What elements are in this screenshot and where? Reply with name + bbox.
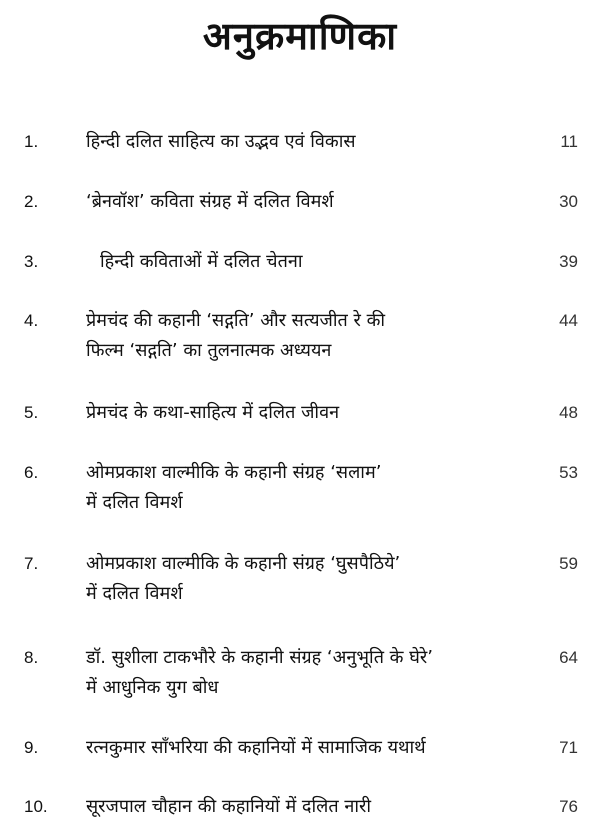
entry-title <box>86 306 526 366</box>
entry-title-line: ओमप्रकाश वाल्मीकि के कहानी संग्रह ‘सलाम’ <box>86 462 382 483</box>
entry-title <box>86 458 526 518</box>
entry-page-number: 59 <box>559 554 578 573</box>
entry-number: 1. <box>24 132 39 151</box>
entry-title-line: सूरजपाल चौहान की कहानियों में दलित नारी <box>86 796 372 817</box>
entry-number: 8. <box>24 648 39 667</box>
entry-number: 5. <box>24 403 39 422</box>
entry-title-line: ‘ब्रेनवॉश’ कविता संग्रह में दलित विमर्श <box>86 191 334 212</box>
entry-number: 7. <box>24 554 39 573</box>
entry-page-number: 11 <box>560 132 578 151</box>
entry-title-line: प्रेमचंद के कथा-साहित्य में दलित जीवन <box>86 402 340 423</box>
entry-title <box>86 127 526 157</box>
entry-title-line: हिन्दी दलित साहित्य का उद्भव एवं विकास <box>86 131 356 152</box>
entry-title-line: प्रेमचंद की कहानी ‘सद्गति’ और सत्यजीत रे की <box>86 310 386 331</box>
entry-title <box>100 247 540 277</box>
entry-title-line: ओमप्रकाश वाल्मीकि के कहानी संग्रह ‘घुसपैठिये’ <box>86 553 401 574</box>
entry-number: 2. <box>24 192 39 211</box>
entry-title <box>86 792 526 822</box>
entry-title-line: डॉ. सुशीला टाकभौरे के कहानी संग्रह ‘अनुभूति के घेरे’ <box>86 647 433 668</box>
entry-number: 4. <box>24 311 39 330</box>
entry-page-number: 76 <box>559 797 578 816</box>
entry-number: 3. <box>24 252 39 271</box>
entry-title <box>86 643 526 703</box>
entry-title-line: में दलित विमर्श <box>86 492 183 513</box>
entry-title <box>86 187 526 217</box>
entry-title <box>86 733 526 763</box>
entry-number: 10. <box>24 797 48 816</box>
entry-title-line: फिल्म ‘सद्गति’ का तुलनात्मक अध्ययन <box>86 340 332 361</box>
entry-page-number: 39 <box>559 252 578 271</box>
entry-title-line: रत्नकुमार साँभरिया की कहानियों में सामाजिक यथार्थ <box>86 737 426 758</box>
entry-page-number: 71 <box>559 738 578 757</box>
entry-title <box>86 549 526 609</box>
entry-title <box>86 398 526 428</box>
entry-title-line: हिन्दी कविताओं में दलित चेतना <box>100 251 303 272</box>
entry-page-number: 64 <box>559 648 578 667</box>
entry-number: 6. <box>24 463 39 482</box>
entry-title-line: में दलित विमर्श <box>86 583 183 604</box>
entry-page-number: 48 <box>559 403 578 422</box>
page-title: अनुक्रमाणिका <box>202 14 398 58</box>
entry-title-line: में आधुनिक युग बोध <box>86 677 219 698</box>
entry-page-number: 53 <box>559 463 578 482</box>
entry-number: 9. <box>24 738 39 757</box>
entry-page-number: 44 <box>559 311 578 330</box>
entry-page-number: 30 <box>559 192 578 211</box>
